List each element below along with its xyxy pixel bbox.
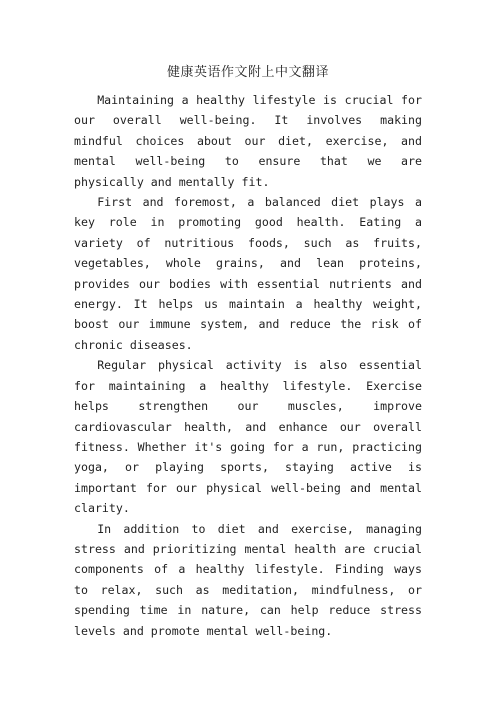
- paragraph-3: Regular physical activity is also essential for maintaining a healthy lifestyle. Exercise helps strengthen our muscles, improve cardiovascular health, and enhance our overall fitness. Whether it's going for a run, practicing yoga, or playing sports, staying active is important for our physical well-being and mental clarity.: [74, 358, 422, 516]
- document-body: [74, 90, 422, 641]
- paragraph-1: Maintaining a healthy lifestyle is crucial for our overall well-being. It involves making mindful choices about our diet, exercise, and mental well-being to ensure that we are physically and mentally fit.: [74, 93, 422, 189]
- document-title: 健康英语作文附上中文翻译: [166, 65, 329, 80]
- paragraph-2: First and foremost, a balanced diet plays a key role in promoting good health. Eating a variety of nutritious foods, such as fruits, vegetables, whole grains, and lean proteins, provides our bodies with essential nutrients and energy. It helps us maintain a healthy weight, boost our immune system, and reduce the risk of chronic diseases.: [74, 195, 422, 352]
- paragraph-4: In addition to diet and exercise, managing stress and prioritizing mental health are crucial components of a healthy lifestyle. Finding ways to relax, such as meditation, mindfulness, or spending time in nature, can help reduce stress levels and promote mental well-being.: [74, 521, 422, 638]
